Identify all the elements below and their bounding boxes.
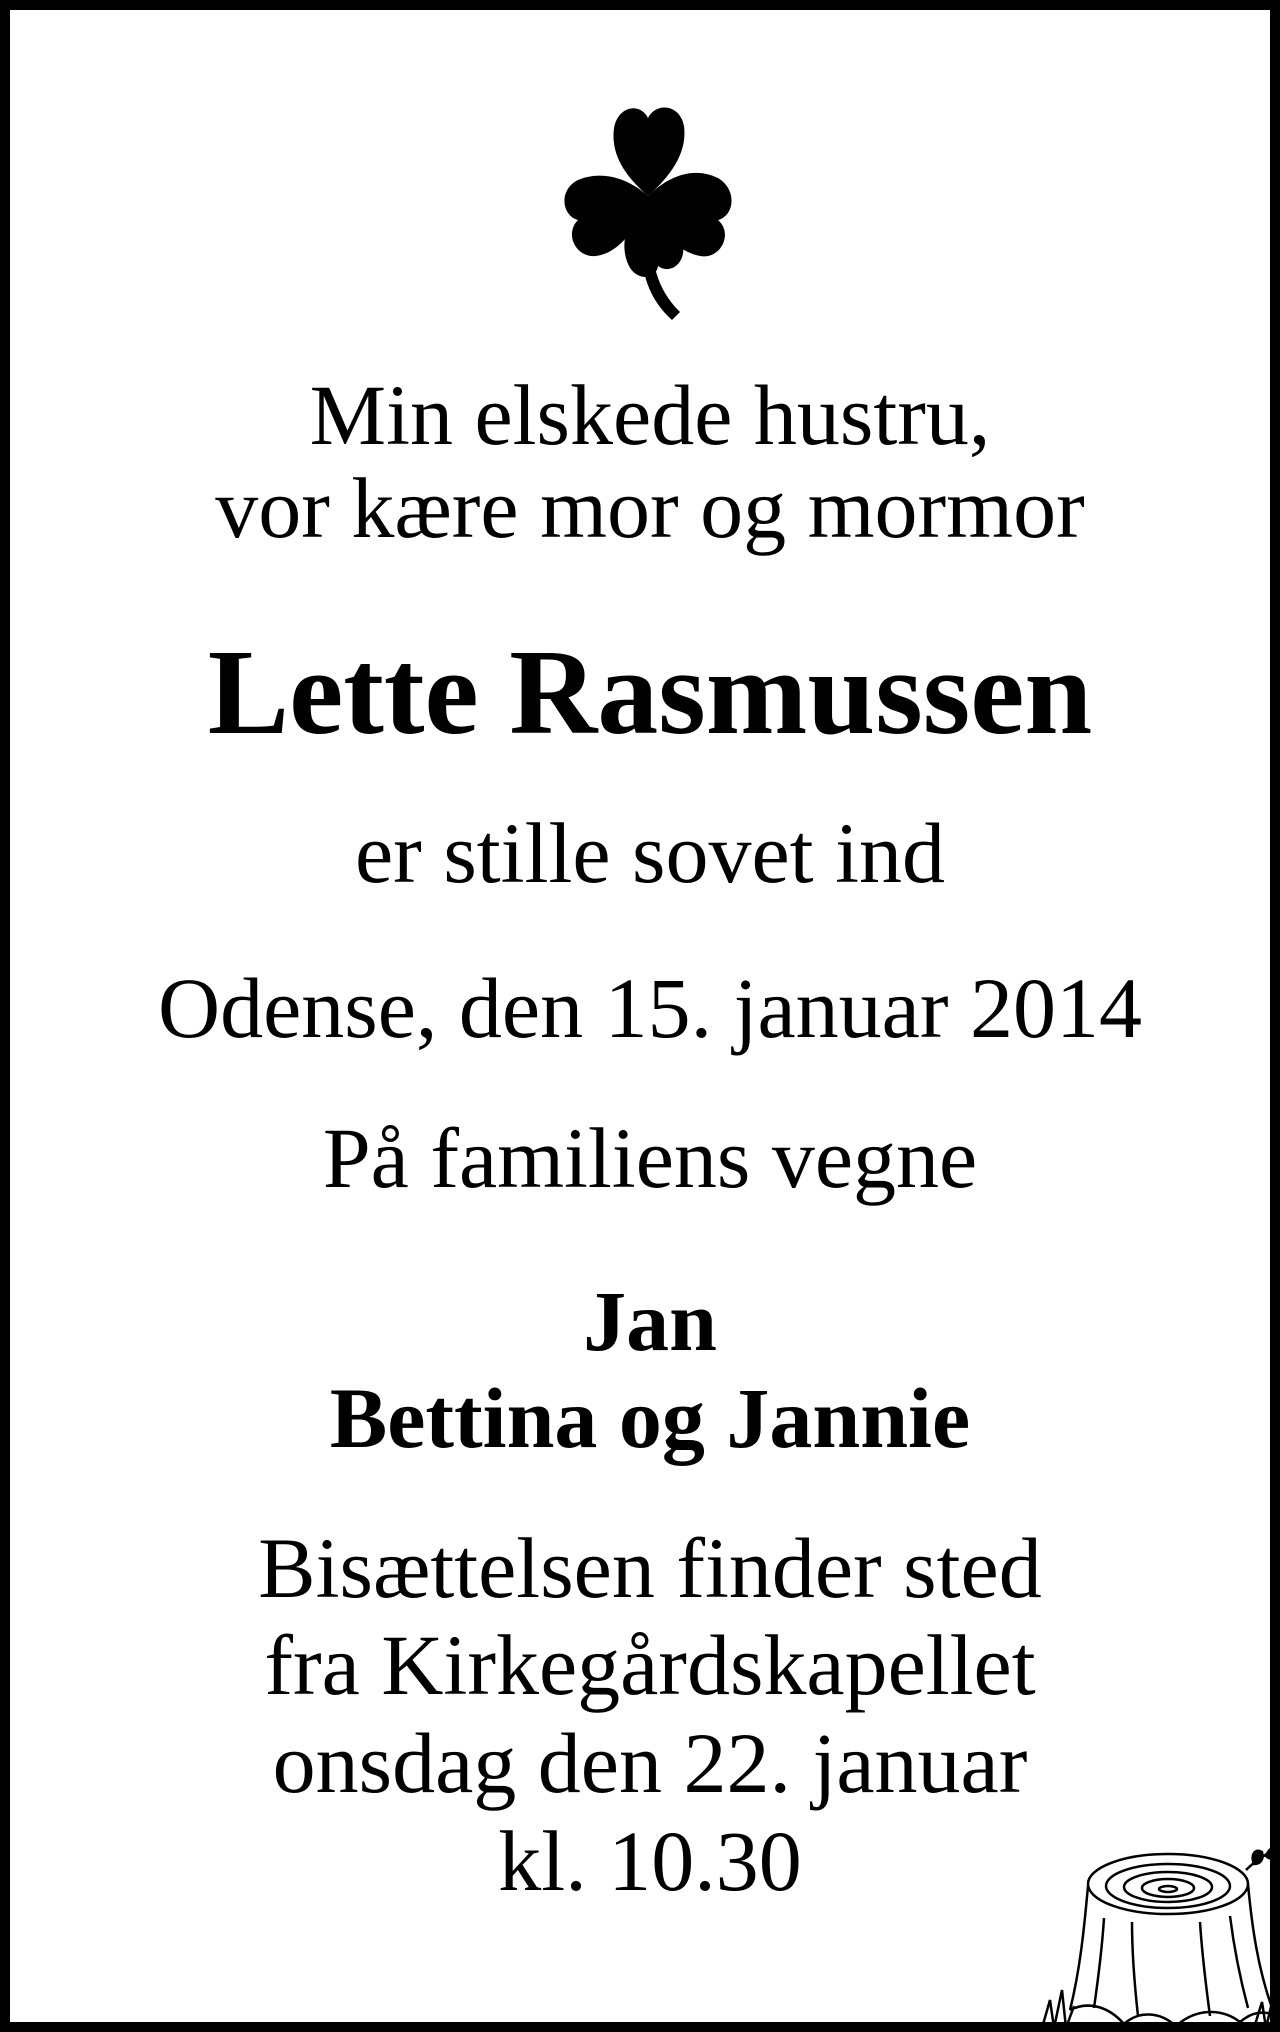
statement: er stille sovet ind — [355, 805, 945, 901]
funeral-line: onsdag den 22. januar — [272, 1715, 1028, 1811]
funeral-line: Bisættelsen finder sted — [258, 1520, 1042, 1616]
place-date: Odense, den 15. januar 2014 — [158, 960, 1142, 1056]
intro-line: vor kære mor og mormor — [215, 460, 1085, 556]
on-behalf: På familiens vegne — [322, 1110, 978, 1206]
four-leaf-clover-icon — [558, 98, 738, 320]
tree-stump-icon — [1040, 1840, 1280, 2032]
funeral-line: fra Kirkegårdskapellet — [264, 1617, 1036, 1713]
funeral-line: kl. 10.30 — [498, 1813, 802, 1909]
signatory: Jan — [583, 1273, 717, 1369]
deceased-name: Lette Rasmussen — [207, 625, 1093, 760]
intro-line: Min elskede hustru, — [309, 367, 991, 463]
signatory: Bettina og Jannie — [329, 1370, 971, 1466]
